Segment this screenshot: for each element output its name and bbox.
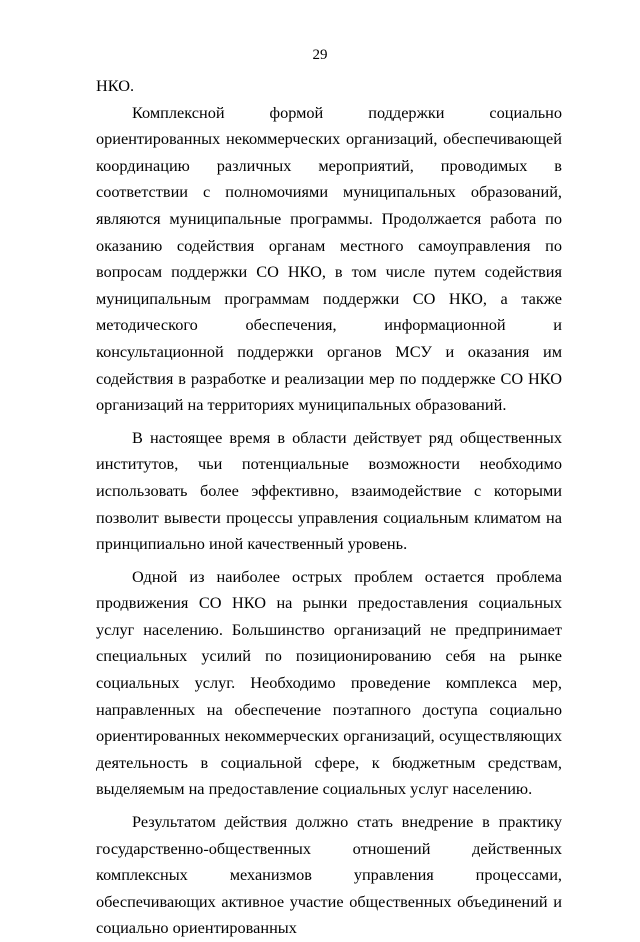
paragraph: Комплексной формой поддержки социально ориентированных некоммерческих организаций, обеспечивающей координацию различных мероприятий, проводимых в соответствии с полномочиями муниципальных образований, являются муниципальные программы. Продолжается работа по оказанию содействия органам местного самоуправления по вопросам поддержки СО НКО, в том числе путем содействия муниципальным программам поддержки СО НКО, а также методического обеспечения, информационной и консультационной поддержки органов МСУ и оказания им содействия в разработке и реализации мер по поддержке СО НКО организаций на территориях муниципальных образований.	[96, 102, 562, 415]
paragraph-continuation: НКО.	[96, 76, 135, 95]
paragraph: Результатом действия должно стать внедрение в практику государственно-общественных отношений действенных комплексных механизмов управления процессами, обеспечивающих активное участие общественных объединений и социально ориентированных	[96, 812, 562, 938]
paragraph: В настоящее время в области действует ряд общественных институтов, чьи потенциальные возможности необходимо использовать более эффективно, взаимодействие с которыми позволит вывести процессы управления социальным климатом на принципиально иной качественный уровень.	[96, 427, 562, 554]
document-body	[96, 73, 562, 942]
page-number: 29	[312, 47, 328, 63]
paragraph: Одной из наиболее острых проблем остается проблема продвижения СО НКО на рынки предоставления социальных услуг населению. Большинство организаций не предпринимает специальных усилий по позиционированию себя на рынке социальных услуг. Необходимо проведение комплекса мер, направленных на обеспечение поэтапного доступа социально ориентированных некоммерческих организаций, осуществляющих деятельность в социальной сфере, к бюджетным средствам, выделяемым на предоставление социальных услуг населению.	[96, 566, 562, 799]
